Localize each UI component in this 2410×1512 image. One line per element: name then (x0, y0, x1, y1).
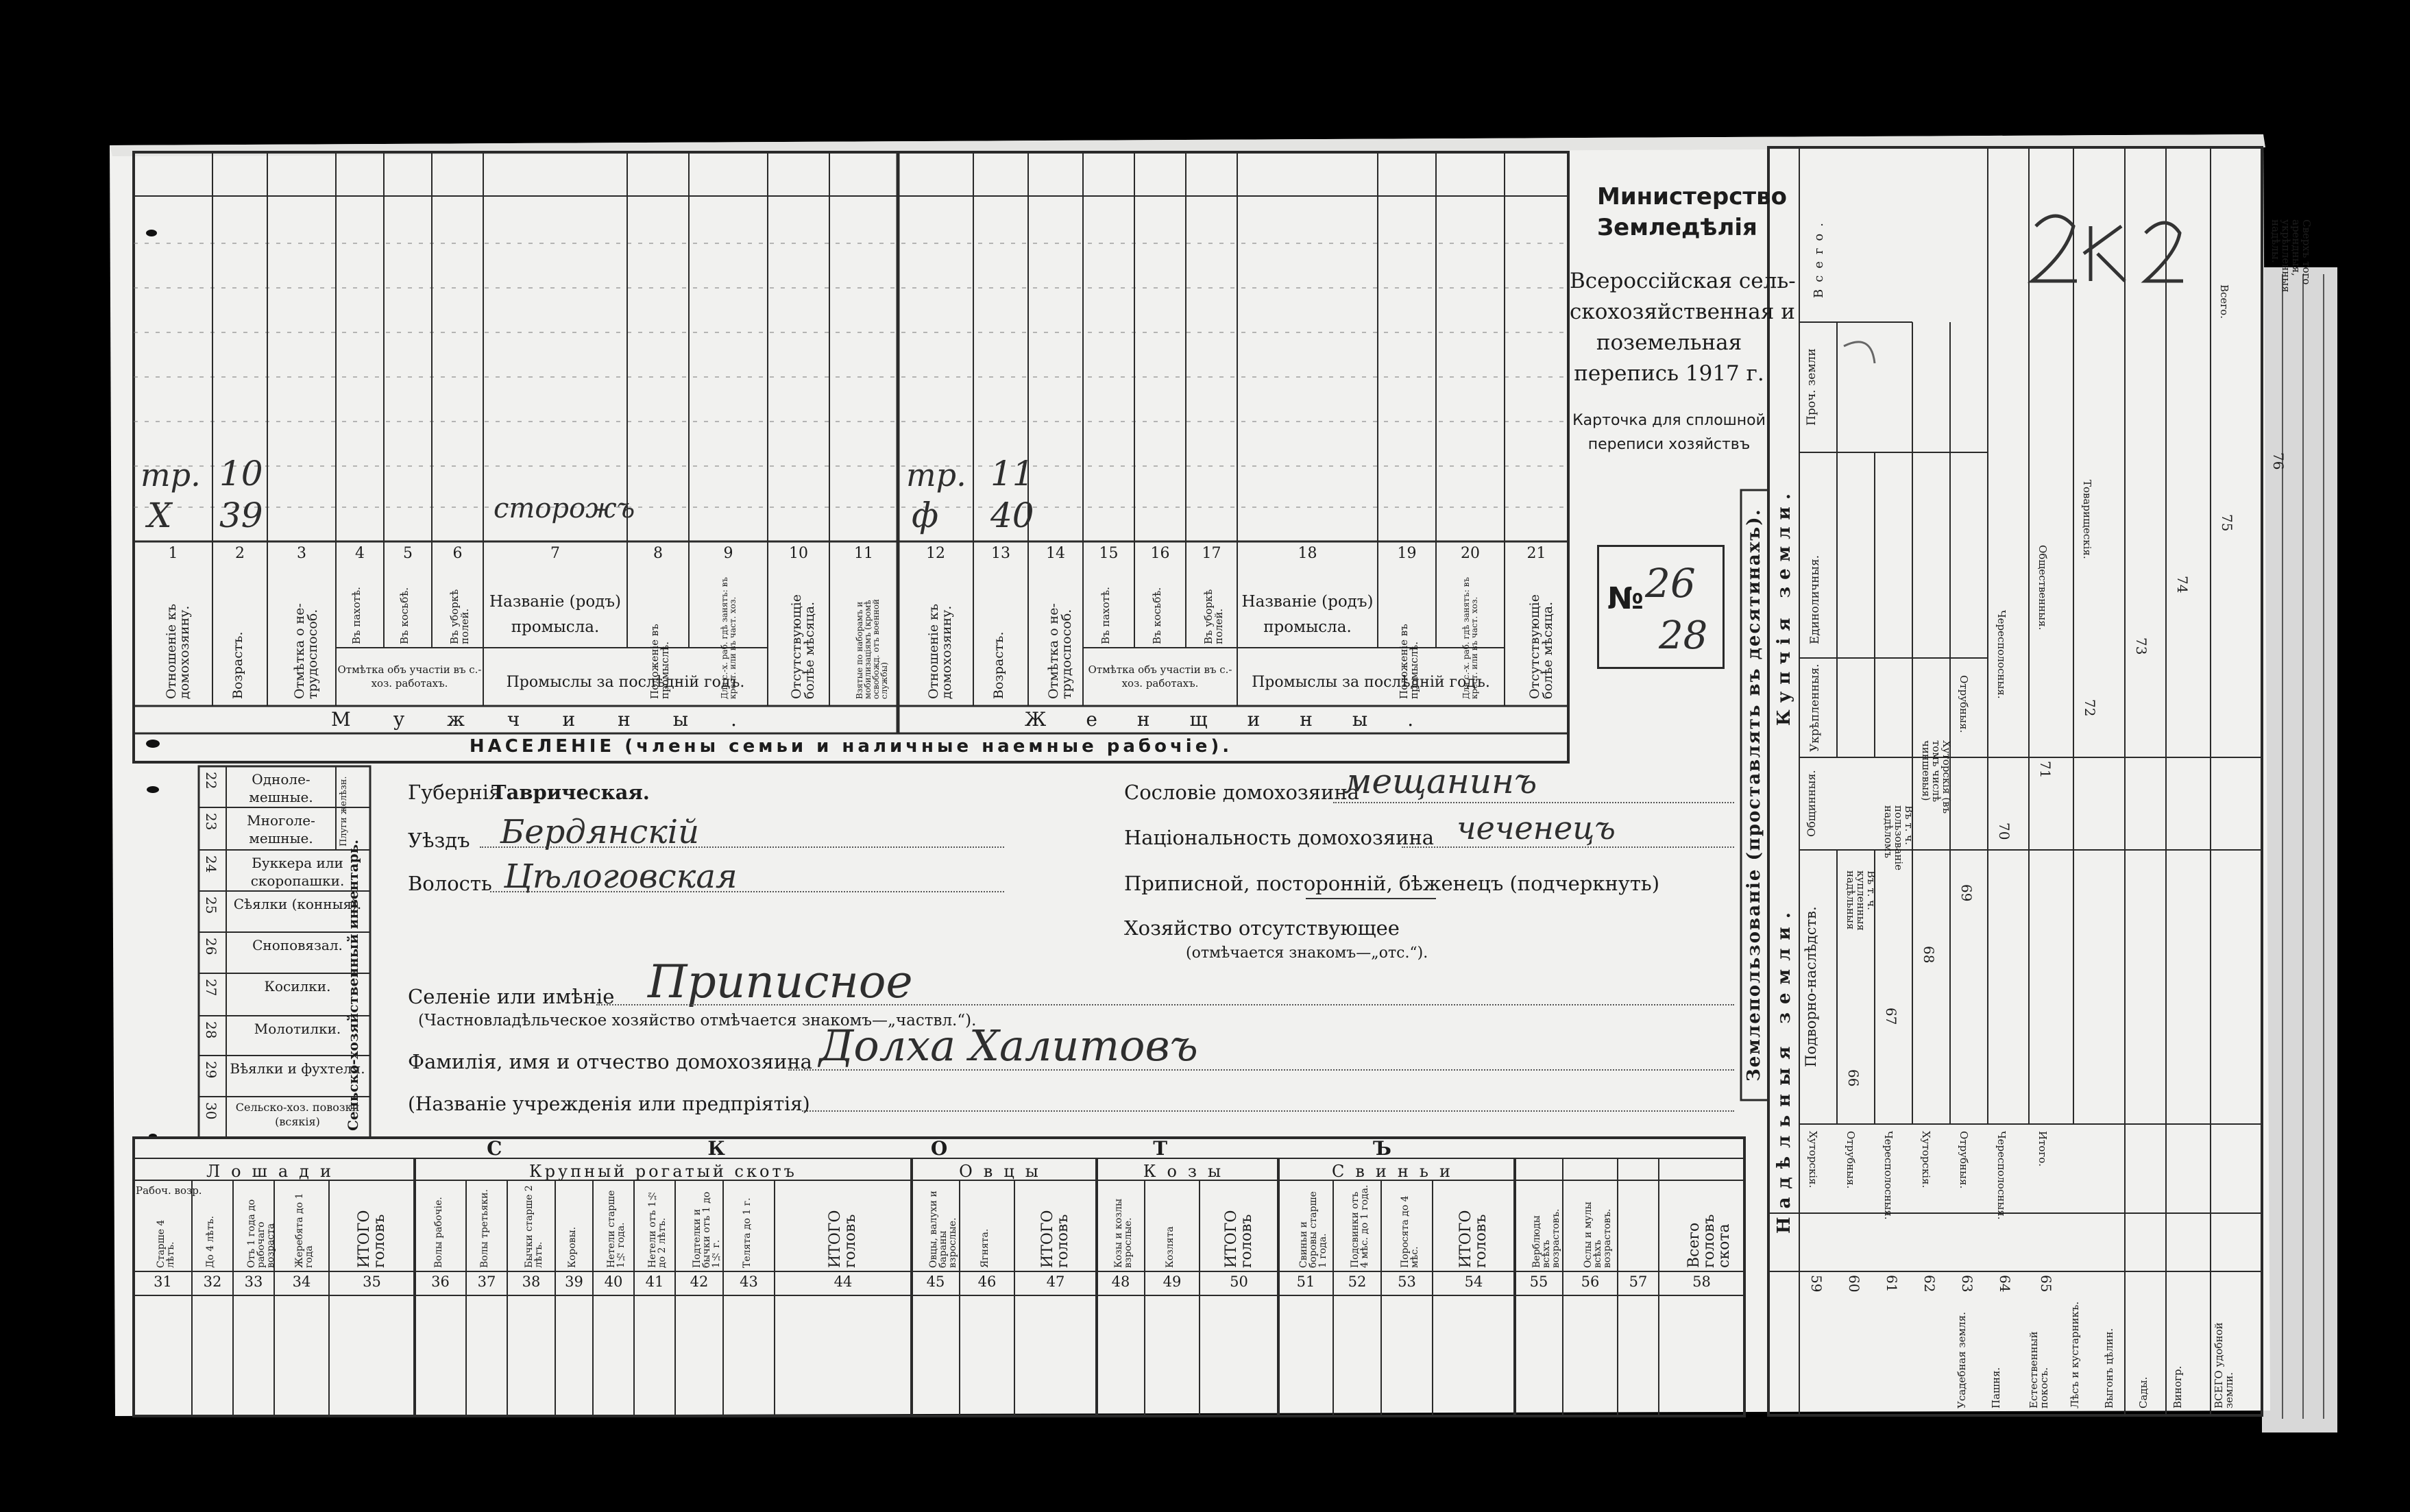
inventory-row-number-30: 30 (203, 1102, 219, 1120)
group-sheep: Овцы (959, 1162, 1049, 1181)
livestock-col-number-49: 49 (1163, 1273, 1182, 1290)
gub-label: Губернія (408, 781, 502, 804)
livestock-col-header-51: Свиньи и боровы старше 1 года. (1298, 1191, 1328, 1268)
land-edinolichnaya: Единоличныя. (1808, 554, 1822, 645)
livestock-col-header-34: Жеребята до 1 года (294, 1193, 315, 1268)
pop-col-number-10: 10 (789, 545, 808, 562)
land-col-header-72: Товарищескія. (2081, 480, 2093, 559)
land-col-number-70: 70 (1996, 822, 2012, 840)
inventory-row-label-24: Буккера или скоропашки. (250, 855, 345, 889)
uezd-value: Бердянскій (500, 813, 700, 851)
land-type-1: Усадебная земля. (1956, 1312, 1968, 1409)
livestock-col-header-45: Овцы, валухи и бараны взрослые. (928, 1191, 958, 1268)
pop-col-number-12: 12 (926, 545, 945, 562)
pop-col-header-2: Возрастъ. (230, 631, 245, 699)
inventory-row-label-25: Сѣялки (конныя). (233, 896, 362, 912)
land-col-header-70: Чересполосныя. (1995, 610, 2008, 699)
land-proch: Проч. земли (1805, 348, 1818, 426)
pop-col-header-10: Отсутствующіе болѣе мѣсяца. (789, 594, 817, 699)
livestock-col-header-54: ИТОГО головъ (1457, 1210, 1489, 1268)
pop-col-header-20: Для с.-х. раб. гдѣ занятъ: въ крест. или въ част. хоз. (1461, 577, 1479, 699)
selenie-line (596, 1004, 1734, 1005)
inventory-title: Сельско-хозяйственный инвентарь. (345, 839, 361, 1131)
pop-col-header-19: Положеніе въ промыслѣ. (1397, 624, 1420, 699)
pop-col-header-18: Названіе (родъ) промысла. (1241, 593, 1374, 636)
pop-col-number-17: 17 (1202, 545, 1221, 562)
census-line3: поземельная (1596, 330, 1742, 355)
livestock-col-number-35: 35 (363, 1273, 381, 1290)
pop-col-header-1: Отношеніе къ домохозяину. (163, 603, 192, 699)
land-col-number-76: 76 (2270, 452, 2287, 470)
hw-men-age2: 39 (219, 496, 263, 535)
land-col-header-69: Отрубныя. (1958, 675, 1970, 733)
livestock-col-number-54: 54 (1464, 1273, 1483, 1290)
status-label: Приписной, посторонній, бѣженецъ (подчеркнуть) (1124, 872, 1660, 895)
hw-women-age2: 40 (990, 496, 1034, 535)
absent-note: (отмѣчается знакомъ—„отс.“). (1186, 944, 1428, 962)
pop-col-header-14: Отмѣтка о не-трудоспособ. (1046, 603, 1074, 699)
land-type-6: Сады. (2137, 1376, 2150, 1409)
uezd-label: Уѣздъ (408, 829, 470, 852)
land-col-header-71: Общественныя. (2036, 545, 2049, 631)
livestock-col-header-55: Верблюды всѣхъ возрастовъ. (1531, 1208, 1561, 1268)
livestock-col-header-35: ИТОГО головъ (355, 1210, 388, 1268)
pop-col-number-1: 1 (168, 545, 178, 562)
pop-col-header-13: Возрастъ. (991, 631, 1006, 699)
hw-men-trade: сторожъ (494, 493, 635, 524)
card-number-1: 26 (1645, 560, 1696, 607)
land-obschinnaya: Общинныя. (1805, 770, 1818, 838)
land-vsego: Всего. (1812, 216, 1826, 298)
selenie-note: (Частновладѣльческое хозяйство отмѣчается знакомъ—„частвл.“). (418, 1012, 977, 1029)
land-col-number-60: 60 (1846, 1275, 1862, 1293)
livestock-col-number-31: 31 (154, 1273, 172, 1290)
livestock-col-number-56: 56 (1581, 1273, 1600, 1290)
land-col-number-65: 65 (2038, 1275, 2054, 1293)
livestock-col-number-43: 43 (740, 1273, 758, 1290)
livestock-col-number-34: 34 (292, 1273, 311, 1290)
land-col-header-63: Отрубныя. (1958, 1131, 1970, 1189)
pop-col-number-2: 2 (235, 545, 245, 562)
land-col-number-68: 68 (1921, 946, 1937, 964)
livestock-col-header-47: ИТОГО головъ (1039, 1210, 1071, 1268)
livestock-col-header-58: Всего головъ скота (1685, 1214, 1733, 1268)
fio-label: Фамилія, имя и отчество домохозяина (408, 1050, 812, 1073)
land-type-5: Выгонъ цѣлин. (2103, 1328, 2115, 1409)
pop-col-header-4: Въ пахотѣ. (350, 587, 363, 644)
soslovie-line (1333, 802, 1734, 803)
land-col-header-59: Хуторскія. (1807, 1131, 1819, 1188)
inventory-row-label-22: Одноле-мешные. (249, 771, 313, 805)
land-col-header-64: Чересполосныя. (1995, 1131, 2008, 1220)
inventory-row-label-23: Многоле-мешные. (247, 812, 315, 846)
status-underline (1306, 898, 1436, 899)
land-col-header-62: Хуторскія. (1920, 1131, 1932, 1188)
livestock-col-header-37: Волы третьяки. (479, 1189, 490, 1268)
men-label: Мужчины. (331, 708, 779, 731)
inventory-row-label-28: Молотилки. (254, 1021, 341, 1037)
livestock-col-number-33: 33 (244, 1273, 263, 1290)
livestock-col-header-42: Подтелки и бычки отъ 1 до 1½ г. (692, 1191, 722, 1268)
livestock-col-header-52: Подсвинки отъ 4 мѣс. до 1 года. (1350, 1184, 1370, 1268)
livestock-col-number-53: 53 (1398, 1273, 1416, 1290)
land-col-number-69: 69 (1958, 884, 1975, 902)
pop-col-header-6: Въ уборкѣ полей. (448, 589, 471, 644)
pop-col-number-16: 16 (1150, 545, 1170, 562)
population-title: НАСЕЛЕНІЕ (члены семьи и наличные наемные рабочіе). (469, 736, 1233, 757)
selenie-label: Селеніе или имѣніе (408, 985, 615, 1008)
pop-col-number-7: 7 (550, 545, 560, 562)
pop-col-header-15: Въ пахотѣ. (1099, 587, 1112, 644)
land-col-header-60: Отрубныя. (1845, 1131, 1857, 1189)
inventory-row-number-25: 25 (203, 897, 219, 914)
inventory-row-number-23: 23 (203, 813, 219, 831)
pop-col-header-11: Взятые по наборамъ и мобилизаціямъ (кромѣ освобожд. отъ военной службы) (855, 598, 889, 699)
census-line1: Всероссійская сель- (1570, 269, 1796, 293)
land-col-header-68: Хуторскія (въ томъ числѣ чиншевыя) (1920, 740, 1953, 814)
livestock-col-number-48: 48 (1111, 1273, 1130, 1290)
hw-men-age: 10 (219, 454, 263, 493)
pop-col-header-7: Названіе (родъ) промысла. (489, 593, 621, 636)
pop-col-number-15: 15 (1099, 545, 1119, 562)
livestock-col-header-39: Коровы. (566, 1226, 578, 1268)
inventory-row-label-27: Косилки. (264, 978, 331, 995)
land-col-header-66: Въ т. ч. купленныя надѣльныя (1845, 870, 1877, 931)
livestock-col-header-43: Телята до 1 г. (741, 1197, 753, 1268)
livestock-col-header-31: Старше 4 лѣтъ. (155, 1219, 176, 1268)
livestock-col-header-46: Ягнята. (979, 1228, 990, 1268)
livestock-col-header-41: Нетели отъ 1½ до 2 лѣтъ. (647, 1190, 668, 1268)
land-col-header-75: Всего. (2218, 284, 2230, 319)
nation-label: Національность домохозяина (1124, 826, 1435, 849)
plow-group: Плуги желѣзн. (339, 776, 349, 846)
pop-col-header-21: Отсутствующіе болѣе мѣсяца. (1526, 594, 1555, 699)
hw-men-rel2: Х (147, 496, 172, 535)
livestock-col-header-38: Бычки старше 2 лѣтъ. (524, 1185, 544, 1268)
livestock-col-number-58: 58 (1692, 1273, 1711, 1290)
volost-value: Цѣлоговская (504, 857, 738, 896)
pop-col-number-5: 5 (403, 545, 413, 562)
land-col-header-76: Сверхъ того арендныя, укрѣпленныя надѣлы. (2269, 219, 2313, 293)
group-cattle: Крупный рогатый скотъ (529, 1162, 797, 1181)
livestock-col-header-56: Ослы и мулы всѣхъ возрастовъ. (1583, 1202, 1613, 1268)
land-col-number-74: 74 (2174, 576, 2191, 594)
land-kuplya-title: Купчія земли. (1774, 487, 1794, 727)
uezd-line (480, 846, 1004, 848)
pop-col-number-18: 18 (1298, 545, 1317, 562)
group-pigs: Свиньи (1332, 1162, 1461, 1181)
pop-col-header-17: Въ уборкѣ полей. (1202, 589, 1225, 644)
pop-col-number-11: 11 (854, 545, 873, 562)
livestock-col-number-41: 41 (645, 1273, 664, 1290)
participation-group-women: Отмѣтка объ участіи въ с.-хоз. работахъ. (1088, 663, 1232, 690)
livestock-col-number-45: 45 (926, 1273, 945, 1290)
soslovie-label: Сословіе домохозяина (1124, 781, 1359, 804)
livestock-col-number-47: 47 (1046, 1273, 1065, 1290)
livestock-col-header-50: ИТОГО головъ (1222, 1210, 1255, 1268)
group-horses: Лошади (206, 1162, 342, 1181)
livestock-col-number-51: 51 (1296, 1273, 1315, 1290)
livestock-col-number-32: 32 (203, 1273, 222, 1290)
pop-col-header-3: Отмѣтка о не-трудоспособ. (292, 603, 320, 699)
census-line2: скохозяйственная и (1570, 300, 1795, 324)
pop-col-header-5: Въ косьбѣ. (398, 587, 411, 644)
livestock-col-number-40: 40 (604, 1273, 623, 1290)
work-age-label: Рабоч. возр. (136, 1184, 202, 1197)
livestock-col-header-53: Поросята до 4 мѣс. (1399, 1195, 1420, 1268)
absent-label: Хозяйство отсутствующее (1124, 916, 1400, 940)
pop-col-number-8: 8 (653, 545, 663, 562)
pop-col-number-6: 6 (452, 545, 463, 562)
livestock-col-number-50: 50 (1230, 1273, 1248, 1290)
land-col-number-72: 72 (2082, 699, 2098, 717)
inventory-row-number-22: 22 (203, 772, 219, 790)
pop-col-header-9: Для с.-х. раб. гдѣ занятъ: въ крест. или въ част. хоз. (719, 577, 738, 699)
land-col-number-75: 75 (2219, 514, 2235, 532)
livestock-col-number-36: 36 (431, 1273, 450, 1290)
pop-col-header-12: Отношеніе къ домохозяину. (926, 603, 954, 699)
inventory-row-number-28: 28 (203, 1021, 219, 1039)
volost-label: Волость (408, 872, 492, 895)
land-ukreplennaya: Укрѣпленныя. (1808, 663, 1822, 752)
land-type-3: Естественный покосъ. (2028, 1331, 2050, 1409)
group-goats: Козы (1143, 1162, 1232, 1181)
nation-line (1402, 846, 1734, 848)
card-line1: Карточка для сплошной (1572, 412, 1766, 429)
livestock-col-header-49: Козлята (1165, 1226, 1176, 1268)
livestock-col-number-42: 42 (690, 1273, 709, 1290)
land-type-4: Лѣсъ и кустарникъ. (2069, 1301, 2081, 1409)
land-col-number-73: 73 (2133, 637, 2150, 655)
women-label: Женщины. (1024, 708, 1454, 731)
nation-value: чеченецъ (1457, 809, 1616, 846)
livestock-col-header-33: Отъ 1 года до рабочаго возраста (246, 1199, 276, 1268)
ministry-line2: Земледѣлія (1597, 214, 1757, 241)
pop-col-header-8: Положеніе въ промыслѣ. (648, 624, 671, 699)
trades-group-women: Промыслы за послѣдній годъ. (1252, 674, 1490, 691)
land-type-7: Виногр. (2171, 1365, 2184, 1409)
hw-men-rel: тр. (141, 456, 201, 493)
inventory-row-number-27: 27 (203, 979, 219, 997)
pop-col-number-20: 20 (1461, 545, 1480, 562)
ministry-line1: Министерство (1597, 183, 1787, 210)
livestock-col-number-46: 46 (977, 1273, 997, 1290)
pop-col-number-19: 19 (1397, 545, 1417, 562)
livestock-col-number-52: 52 (1348, 1273, 1367, 1290)
land-col-number-61: 61 (1884, 1275, 1900, 1293)
fio-line (788, 1069, 1734, 1071)
hw-women-rel2: ф (912, 496, 939, 535)
land-col-header-65: Итого. (2036, 1131, 2049, 1167)
gub-value: Таврическая. (491, 781, 650, 804)
pop-col-number-14: 14 (1046, 545, 1065, 562)
livestock-col-header-48: Козы и козлы взрослые. (1113, 1198, 1134, 1268)
livestock-col-number-37: 37 (477, 1273, 496, 1290)
land-main-title: Землепользованіе (проставлять въ десятинахъ). (1744, 508, 1764, 1082)
participation-group-men: Отмѣтка объ участіи въ с.-хоз. работахъ. (337, 663, 482, 690)
land-type-2: Пашня. (1990, 1367, 2002, 1409)
land-col-number-63: 63 (1959, 1275, 1975, 1293)
inventory-row-number-24: 24 (203, 855, 219, 873)
census-line4: перепись 1917 г. (1574, 361, 1764, 386)
card-line2: переписи хозяйствъ (1587, 436, 1751, 453)
inventory-row-label-30: Сельско-хоз. повозки (всякія) (235, 1101, 360, 1128)
livestock-col-number-57: 57 (1629, 1273, 1648, 1290)
hw-women-rel: тр. (906, 456, 966, 493)
trades-group-men: Промыслы за послѣдній годъ. (506, 674, 745, 691)
land-col-number-64: 64 (1997, 1275, 2013, 1293)
inventory-row-number-29: 29 (203, 1061, 219, 1079)
land-type-8: ВСЕГО удобной земли. (2213, 1322, 2235, 1409)
pop-col-number-13: 13 (991, 545, 1010, 562)
card-number-2: 28 (1659, 613, 1708, 658)
fio-value: Долха Халитовъ (819, 1021, 1198, 1071)
livestock-col-header-40: Нетели старше 1½ года. (606, 1190, 626, 1268)
livestock-col-number-38: 38 (522, 1273, 541, 1290)
land-col-number-66: 66 (1845, 1069, 1862, 1087)
pop-col-number-4: 4 (355, 545, 365, 562)
inventory-row-label-29: Вѣялки и фухтеля. (230, 1060, 365, 1077)
inventory-row-label-26: Сноповязал. (252, 937, 343, 953)
land-col-number-59: 59 (1808, 1275, 1825, 1293)
livestock-col-header-36: Волы рабочіе. (433, 1197, 444, 1268)
livestock-col-number-39: 39 (565, 1273, 583, 1290)
soslovie-value: мещанинъ (1343, 761, 1537, 801)
card-number-label: № (1607, 581, 1644, 616)
inst-line (802, 1110, 1734, 1112)
land-col-header-67: Въ т. ч. пользованіе надѣломъ (1882, 805, 1915, 870)
land-col-number-71: 71 (2037, 761, 2054, 779)
land-col-header-61: Чересполосныя. (1882, 1131, 1895, 1220)
land-nadel-title: Надѣльныя земли. (1774, 904, 1794, 1234)
livestock-title: СКОТЪ (487, 1137, 1597, 1160)
selenie-value: Приписное (648, 955, 913, 1008)
pop-col-number-21: 21 (1526, 545, 1546, 562)
land-podvorno: Подворно-наслѣдств. (1803, 906, 1819, 1068)
land-col-number-62: 62 (1921, 1275, 1938, 1293)
land-col-number-67: 67 (1883, 1008, 1899, 1025)
inst-label: (Названіе учрежденія или предпріятія) (408, 1093, 810, 1115)
pop-col-number-3: 3 (297, 545, 306, 562)
livestock-col-header-32: До 4 лѣтъ. (205, 1215, 216, 1268)
pop-col-number-9: 9 (723, 545, 733, 562)
volost-line (490, 891, 1004, 892)
livestock-col-header-44: ИТОГО головъ (827, 1210, 859, 1268)
hw-women-age: 11 (990, 454, 1034, 493)
inventory-row-number-26: 26 (203, 938, 219, 955)
livestock-col-number-55: 55 (1529, 1273, 1548, 1290)
livestock-col-number-44: 44 (833, 1273, 853, 1290)
pop-col-header-16: Въ косьбѣ. (1150, 587, 1163, 644)
